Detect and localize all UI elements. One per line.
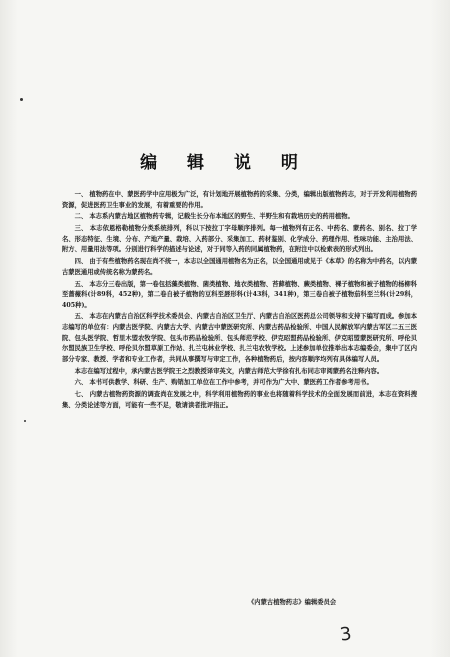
paragraph: 本志在编写过程中，承内蒙古医学院王之烈教授译审英文，内蒙古师范大学徐有扎布同志审阅蒙药名注释内容。 [74,367,384,375]
document-body [62,190,417,413]
paragraph: 三、 本志依恩格勒植物分类系统排列，科以下按拉丁字母顺序排列。每一植物列有正名、中药名、蒙药名、别名、拉丁学名、形态特征、生境、分布、产地产量、栽培、入药部分、采集加工、药材鉴别、化学成分、药理作用、性味功能、主治用法、附方、用量用法等项。分别进行科学的描述与论述，对于同等入药的同属植物药，在附注中以检索表的形式列出。 [62,225,417,254]
paragraph: 四、 由于有些植物药名现在尚不统一，本志以全国通用植物名为正名，以全国通用或见于《本草》的名称为中药名，以内蒙古蒙医通用或传统名称为蒙药名。 [62,258,417,276]
page-title: 编 辑 说 明 [140,153,310,173]
paragraph: 七、 内蒙古植物药资源的调查尚在发展之中，科学利用植物药的事业也将随着科学技术的全面发展而前进，本志在资料搜集、分类论述等方面，可能有一些不足，敬请读者批评指正。 [62,391,417,409]
page-number: 3 [338,623,353,646]
paragraph: 五、 本志在内蒙古自治区科学技术委员会、内蒙古自治区卫生厅、内蒙古自治区医药总公司领导和支持下编写而成。参加本志编写的单位有：内蒙古医学院、内蒙古大学、内蒙古中蒙医研究所、内蒙古药品检验所、中国人民解放军内蒙古军区二五三医院、包头医学院、哲里木盟农牧学院、包头市药品检验所、包头师范学校、伊克昭盟药品检验所、伊克昭盟蒙医研究所、呼伦贝尔盟民族卫生学校、呼伦贝尔盟草原工作站、扎兰屯林业学校、扎兰屯农牧学校。上述参加单位推举出本志编委会，集中了区内部分专家、教授、学者和专业工作者，共同从事撰写与审定工作，各种植物药后，按内容顺序均列有具体编写人员。 [62,313,417,363]
signature: 《内蒙古植物药志》编辑委员会 [248,599,337,606]
scan-speck [20,98,23,101]
paragraph: 一、 植物药在中、蒙医药学中应用极为广泛，有计划地开展植物药的采集、分类，编辑出版植物药志，对于开发利用植物药资源，促进医药卫生事业的发展，有着重要的作用。 [62,191,417,209]
scan-speck [24,420,26,422]
paragraph: 二、 本志系内蒙古地区植物药专辑，记载生长分布本地区的野生、半野生和有栽培历史的药用植物。 [74,213,354,221]
paragraph: 六、 本书可供教学、科研、生产、购销加工单位在工作中参考，并可作为广大中、蒙医药工作者参考用书。 [74,379,373,387]
paragraph: 五、 本志分三卷出版，第一卷包括藻类植物、菌类植物、地衣类植物、苔藓植物、蕨类植物、裸子植物和被子植物的杨柳科至蔷薇科(计89科，452种)，第二卷自被子植物的豆科至唇形科(计43科，341种)，第三卷自被子植物茄科至兰科(计29科，405种)。 [62,280,417,309]
